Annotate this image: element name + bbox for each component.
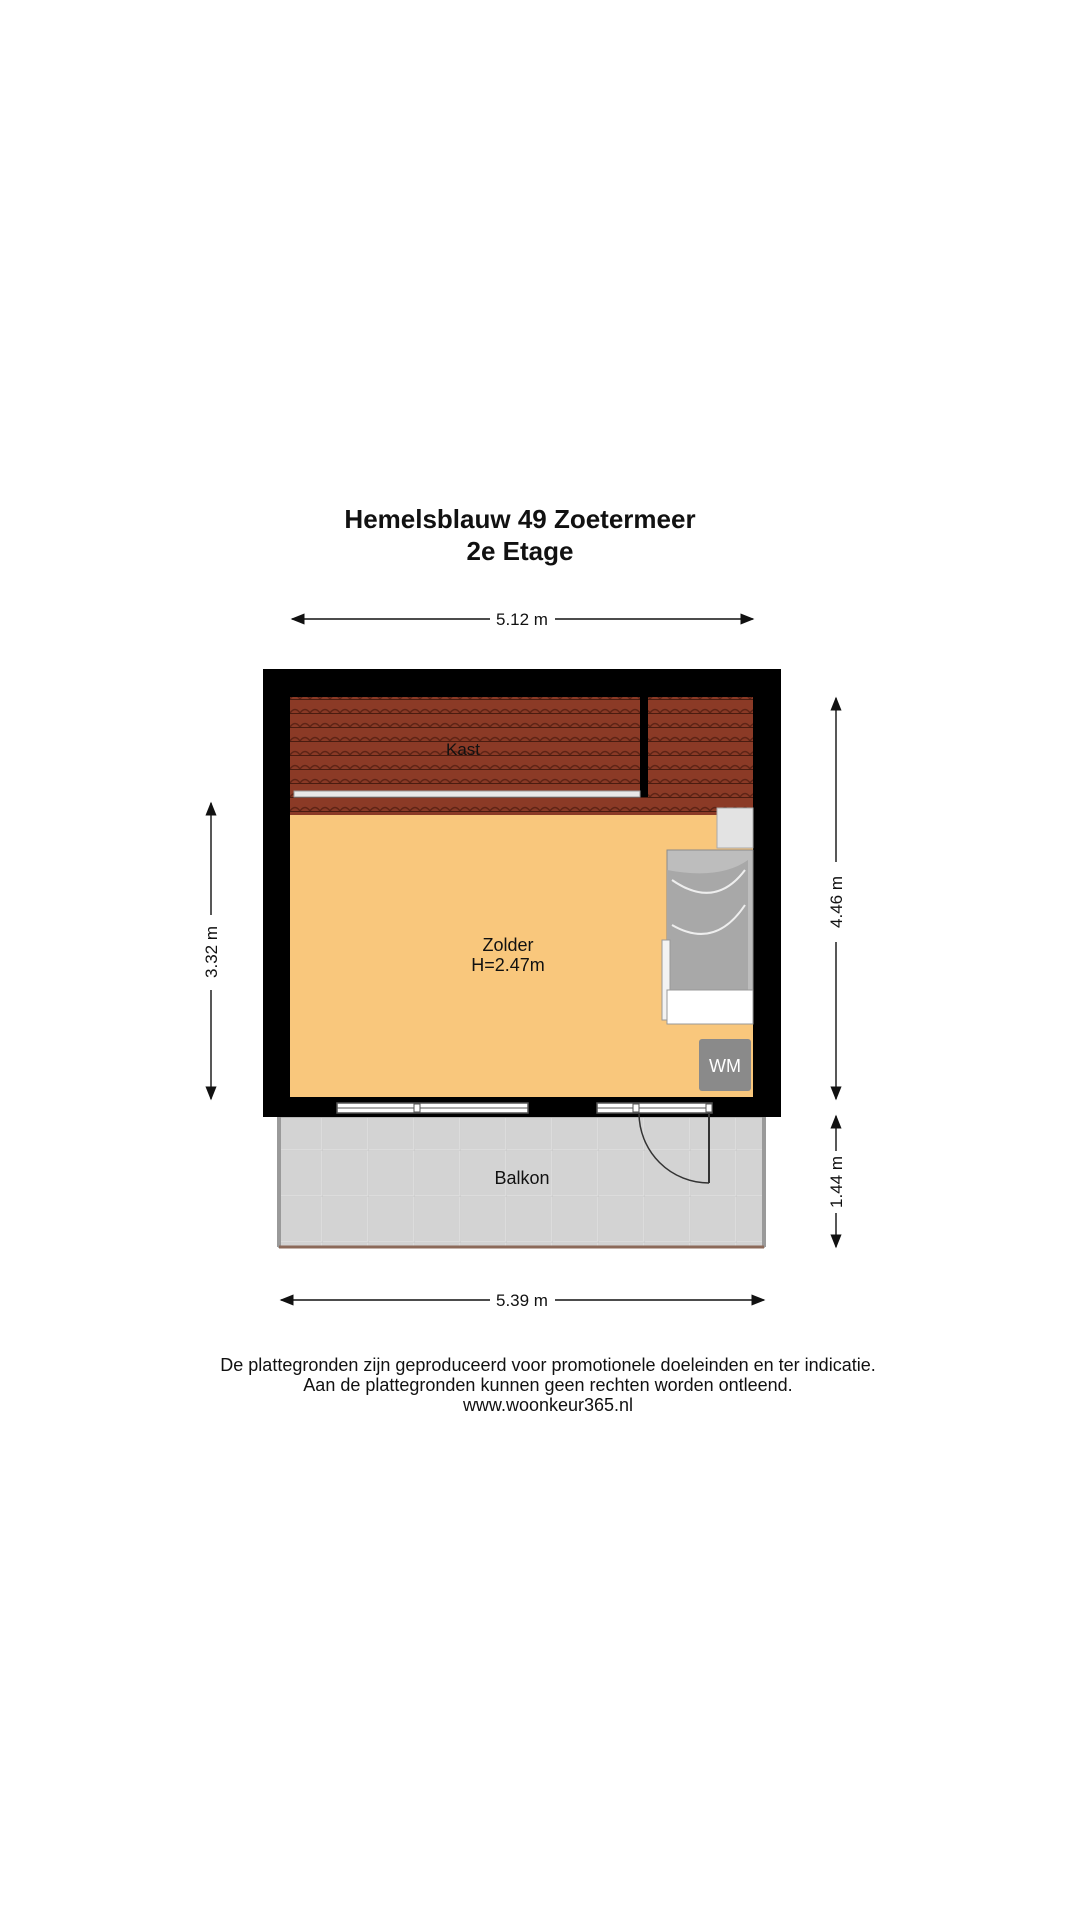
dimension-left-label: 3.32 m <box>202 926 221 978</box>
room-label-wm: WM <box>709 1056 741 1076</box>
dimension-top-label: 5.12 m <box>496 610 548 629</box>
kast-divider <box>640 697 648 797</box>
floor-subtitle: 2e Etage <box>466 536 574 566</box>
window-right-door <box>597 1103 712 1113</box>
disclaimer-website: www.woonkeur365.nl <box>462 1395 634 1415</box>
disclaimer-line-2: Aan de plattegronden kunnen geen rechten worden ontleend. <box>303 1375 793 1395</box>
room-label-kast: Kast <box>445 740 481 759</box>
dimension-right-label: 4.46 m <box>827 876 846 928</box>
room-label-balkon: Balkon <box>494 1168 550 1188</box>
kast-rail <box>294 791 640 797</box>
room-label-zolder: Zolder <box>482 935 534 955</box>
dimension-bottom-label: 5.39 m <box>496 1291 548 1310</box>
plan-title: Hemelsblauw 49 Zoetermeer <box>344 504 696 534</box>
window-left <box>337 1103 528 1113</box>
dimension-right-balcony-label: 1.44 m <box>827 1156 846 1208</box>
room-height-zolder: H=2.47m <box>471 955 545 975</box>
disclaimer-line-1: De plattegronden zijn geproduceerd voor promotionele doeleinden en ter indicatie. <box>220 1355 876 1375</box>
